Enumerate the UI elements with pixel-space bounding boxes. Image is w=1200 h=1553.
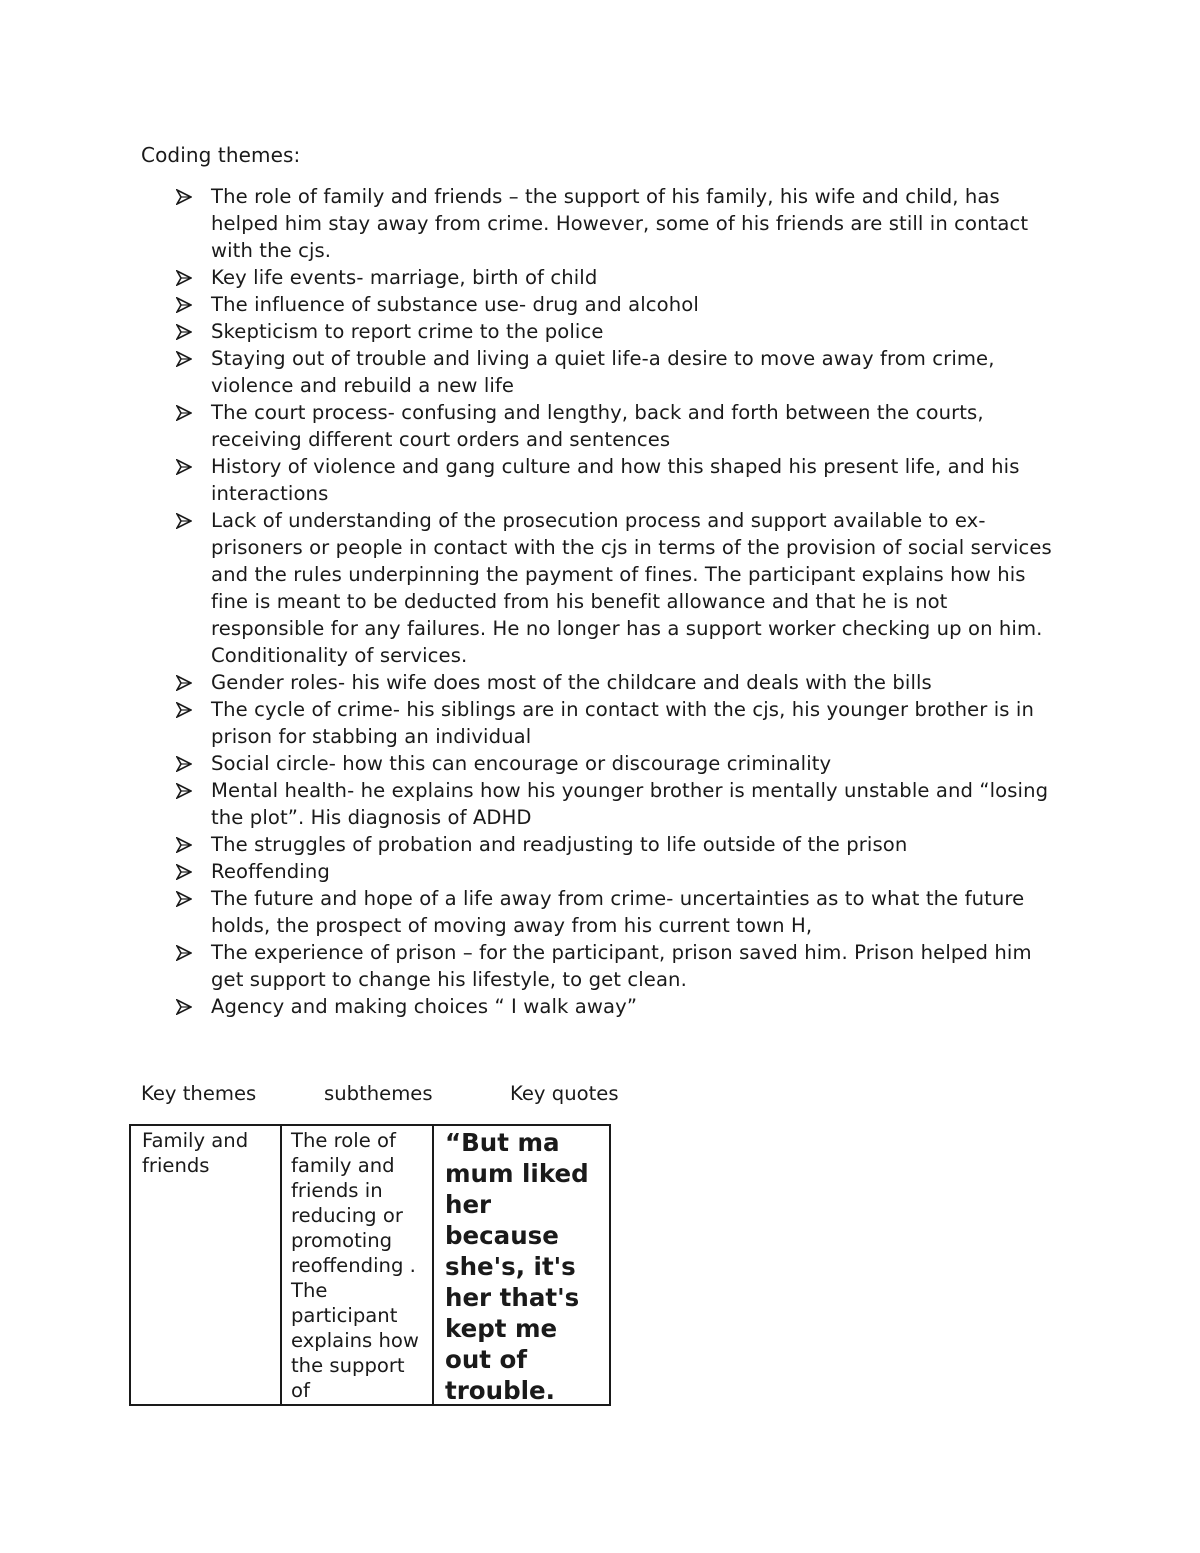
- theme-text: Gender roles- his wife does most of the childcare and deals with the bills: [211, 671, 932, 694]
- arrow-bullet-icon: [176, 885, 196, 912]
- header-key-themes: Key themes: [141, 1082, 257, 1105]
- theme-item: [176, 399, 1066, 453]
- themes-list: [176, 183, 1066, 1020]
- arrow-bullet-icon: [176, 669, 196, 696]
- theme-item: [176, 777, 1066, 831]
- theme-item: [176, 831, 1066, 858]
- header-key-quotes: Key quotes: [510, 1082, 619, 1105]
- arrow-bullet-icon: [176, 399, 196, 426]
- theme-text: Key life events- marriage, birth of child: [211, 266, 598, 289]
- arrow-bullet-icon: [176, 507, 196, 534]
- theme-text: Agency and making choices “ I walk away”: [211, 995, 638, 1018]
- theme-item: [176, 453, 1066, 507]
- arrow-bullet-icon: [176, 993, 196, 1020]
- theme-text: The experience of prison – for the participant, prison saved him. Prison helped him get support to change his lifestyle, to get clean.: [211, 941, 1032, 991]
- arrow-bullet-icon: [176, 696, 196, 723]
- arrow-bullet-icon: [176, 831, 196, 858]
- theme-text: Social circle- how this can encourage or discourage criminality: [211, 752, 832, 775]
- theme-item: [176, 750, 1066, 777]
- theme-text: Lack of understanding of the prosecution process and support available to ex-prisoners or people in contact with the cjs in terms of the provision of social services and the rules underpinning the payment of fines. The participant explains how his fine is meant to be deducted from his benefit allowance and that he is not responsible for any failures. He no longer has a support worker checking up on him. Conditionality of services.: [211, 509, 1052, 667]
- arrow-bullet-icon: [176, 291, 196, 318]
- theme-text: The court process- confusing and lengthy, back and forth between the courts, receiving different court orders and sentences: [211, 401, 984, 451]
- arrow-bullet-icon: [176, 858, 196, 885]
- coding-themes-heading: Coding themes:: [141, 143, 301, 167]
- subtheme-cell: [281, 1125, 433, 1405]
- arrow-bullet-icon: [176, 777, 196, 804]
- arrow-bullet-icon: [176, 264, 196, 291]
- key-quote-text: “But ma mum liked her because she's, it's her that's kept me out of trouble.: [445, 1128, 589, 1403]
- theme-item: [176, 885, 1066, 939]
- arrow-bullet-icon: [176, 939, 196, 966]
- theme-text: The role of family and friends – the support of his family, his wife and child, has helped him stay away from crime. However, some of his friends are still in contact with the cjs.: [211, 185, 1029, 262]
- theme-text: Staying out of trouble and living a quiet life-a desire to move away from crime, violence and rebuild a new life: [211, 347, 995, 397]
- arrow-bullet-icon: [176, 318, 196, 345]
- theme-text: Reoffending: [211, 860, 330, 883]
- theme-item: [176, 291, 1066, 318]
- theme-text: The future and hope of a life away from crime- uncertainties as to what the future holds, the prospect of moving away from his current town H,: [211, 887, 1025, 937]
- theme-text: The influence of substance use- drug and alcohol: [211, 293, 699, 316]
- table-row: [130, 1125, 610, 1405]
- header-subthemes: subthemes: [324, 1082, 433, 1105]
- theme-text: The cycle of crime- his siblings are in contact with the cjs, his younger brother is in prison for stabbing an individual: [211, 698, 1034, 748]
- theme-item: [176, 345, 1066, 399]
- theme-text: The struggles of probation and readjusting to life outside of the prison: [211, 833, 908, 856]
- arrow-bullet-icon: [176, 750, 196, 777]
- theme-item: [176, 183, 1066, 264]
- key-theme-text: Family and friends: [142, 1129, 249, 1177]
- theme-item: [176, 939, 1066, 993]
- theme-item: [176, 669, 1066, 696]
- theme-item: [176, 696, 1066, 750]
- theme-text: Skepticism to report crime to the police: [211, 320, 604, 343]
- arrow-bullet-icon: [176, 345, 196, 372]
- theme-item: [176, 318, 1066, 345]
- key-theme-cell: [130, 1125, 281, 1405]
- theme-text: Mental health- he explains how his younger brother is mentally unstable and “losing the plot”. His diagnosis of ADHD: [211, 779, 1049, 829]
- arrow-bullet-icon: [176, 453, 196, 480]
- subtheme-text: The role of family and friends in reducing or promoting reoffending . The participant explains how the support of: [291, 1129, 419, 1402]
- theme-text: History of violence and gang culture and how this shaped his present life, and his interactions: [211, 455, 1020, 505]
- arrow-bullet-icon: [176, 183, 196, 210]
- themes-table: [129, 1124, 611, 1406]
- theme-item: [176, 264, 1066, 291]
- key-quote-cell: [433, 1125, 610, 1405]
- theme-item: [176, 858, 1066, 885]
- theme-item: [176, 507, 1066, 669]
- theme-item: [176, 993, 1066, 1020]
